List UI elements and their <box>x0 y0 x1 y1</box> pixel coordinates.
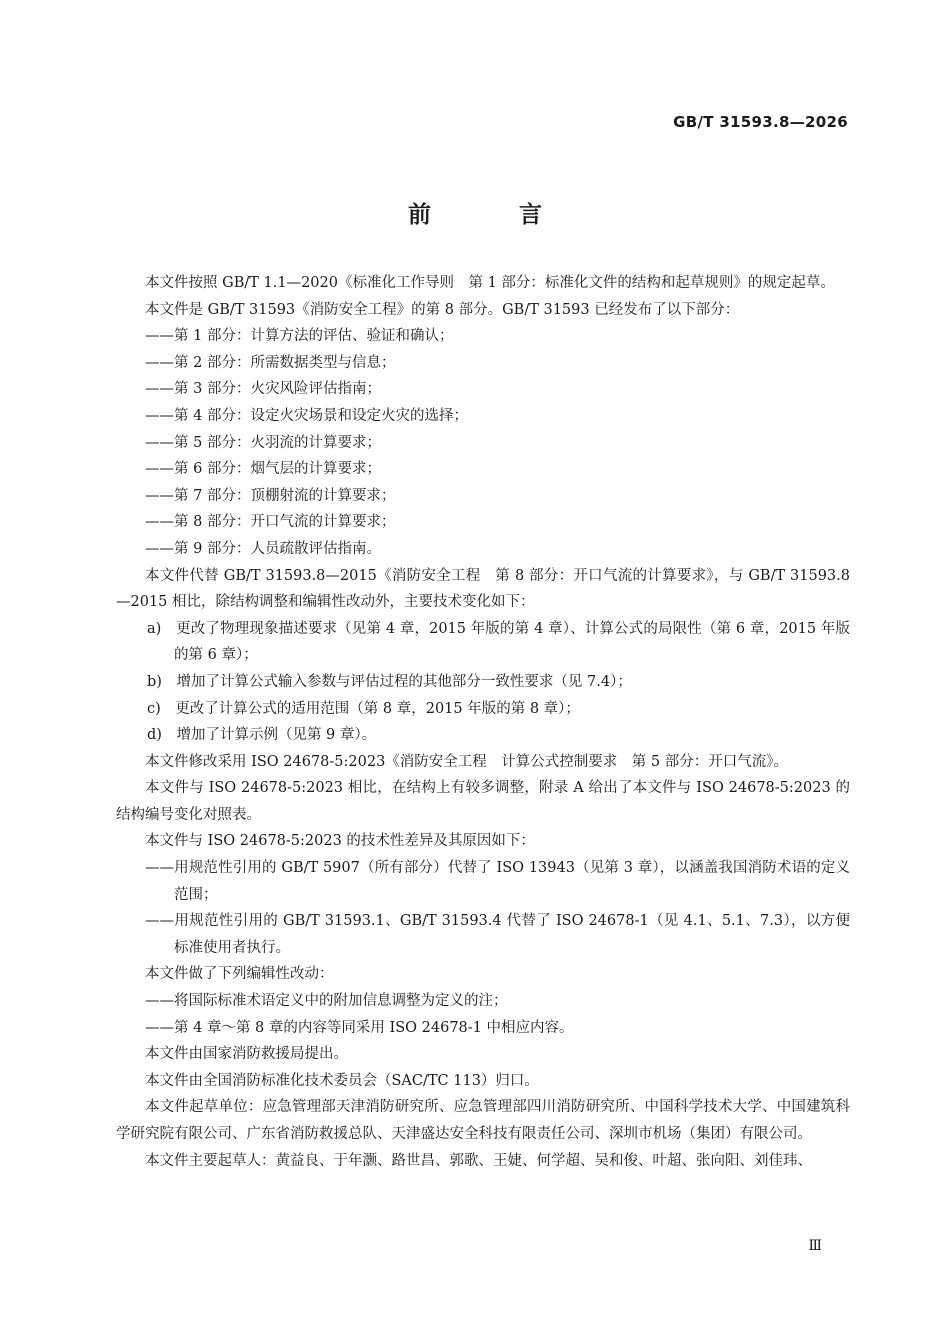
list-item: b) 增加了计算公式输入参数与评估过程的其他部分一致性要求（见 7.4）； <box>147 673 632 690</box>
document-code: GB/T 31593.8—2026 <box>673 113 848 131</box>
list-item: ——第 6 部分：烟气层的计算要求； <box>145 461 381 478</box>
page-title: 前 言 <box>407 202 582 228</box>
list-item: a) 更改了物理现象描述要求（见第 4 章，2015 年版的第 4 章）、计算公式的局限性（第 6 章，2015 年版的第 6 章）； <box>147 620 850 664</box>
paragraph: 本文件按照 GB/T 1.1—2020《标准化工作导则 第 1 部分：标准化文件的结构和起草规则》的规定起草。 <box>145 275 835 291</box>
paragraph: 本文件修改采用 ISO 24678-5:2023《消防安全工程 计算公式控制要求 第 5 部分：开口气流》。 <box>145 753 788 770</box>
list-item: ——用规范性引用的 GB/T 31593.1、GB/T 31593.4 代替了 ISO 24678-1（见 4.1、5.1、7.3），以方便标准使用者执行。 <box>145 913 850 956</box>
list-item: ——第 3 部分：火灾风险评估指南； <box>145 381 381 398</box>
paragraph: 本文件是 GB/T 31593《消防安全工程》的第 8 部分。GB/T 31593 已经发布了以下部分： <box>145 301 740 318</box>
list-item: ——第 7 部分：顶棚射流的计算要求； <box>145 487 396 504</box>
list-item: ——将国际标准术语定义中的附加信息调整为定义的注； <box>145 993 508 1010</box>
list-item: ——第 5 部分：火羽流的计算要求； <box>145 434 381 451</box>
list-item: ——第 1 部分：计算方法的评估、验证和确认； <box>145 328 454 345</box>
list-item: ——第 4 部分：设定火灾场景和设定火灾的选择； <box>145 407 468 424</box>
list-item: ——用规范性引用的 GB/T 5907（所有部分）代替了 ISO 13943（见第 3 章），以涵盖我国消防术语的定义范围； <box>145 860 850 903</box>
list-item: ——第 9 部分：人员疏散评估指南。 <box>145 540 381 557</box>
paragraph: 本文件做了下列编辑性改动： <box>145 966 334 983</box>
paragraph: 本文件由全国消防标准化技术委员会（SAC/TC 113）归口。 <box>145 1072 539 1089</box>
list-item: c) 更改了计算公式的适用范围（第 8 章，2015 年版的第 8 章）； <box>147 700 580 717</box>
paragraph: 本文件与 ISO 24678-5:2023 相比，在结构上有较多调整，附录 A 给出了本文件与 ISO 24678-5:2023 的结构编号变化对照表。 <box>116 780 850 823</box>
document-body <box>116 270 850 1174</box>
paragraph: 本文件起草单位：应急管理部天津消防研究所、应急管理部四川消防研究所、中国科学技术大学、中国建筑科学研究院有限公司、广东省消防救援总队、天津盛达安全科技有限责任公司、深圳市机场（集团）有限公司。 <box>116 1099 850 1142</box>
paragraph: 本文件代替 GB/T 31593.8—2015《消防安全工程 第 8 部分：开口气流的计算要求》，与 GB/T 31593.8—2015 相比，除结构调整和编辑性改动外，主要技术变化如下： <box>116 567 850 611</box>
paragraph: 本文件由国家消防救援局提出。 <box>145 1046 348 1063</box>
list-item: ——第 2 部分：所需数据类型与信息； <box>145 354 396 371</box>
page-number: Ⅲ <box>808 1238 822 1254</box>
list-item: ——第 4 章～第 8 章的内容等同采用 ISO 24678-1 中相应内容。 <box>145 1019 574 1036</box>
list-item: ——第 8 部分：开口气流的计算要求； <box>145 514 396 531</box>
list-item: d) 增加了计算示例（见第 9 章）。 <box>147 727 377 744</box>
paragraph: 本文件主要起草人：黄益良、于年灏、路世昌、郭歌、王婕、何学超、吴和俊、叶超、张向阳、刘佳玮、 <box>145 1152 812 1169</box>
paragraph: 本文件与 ISO 24678-5:2023 的技术性差异及其原因如下： <box>145 833 535 850</box>
